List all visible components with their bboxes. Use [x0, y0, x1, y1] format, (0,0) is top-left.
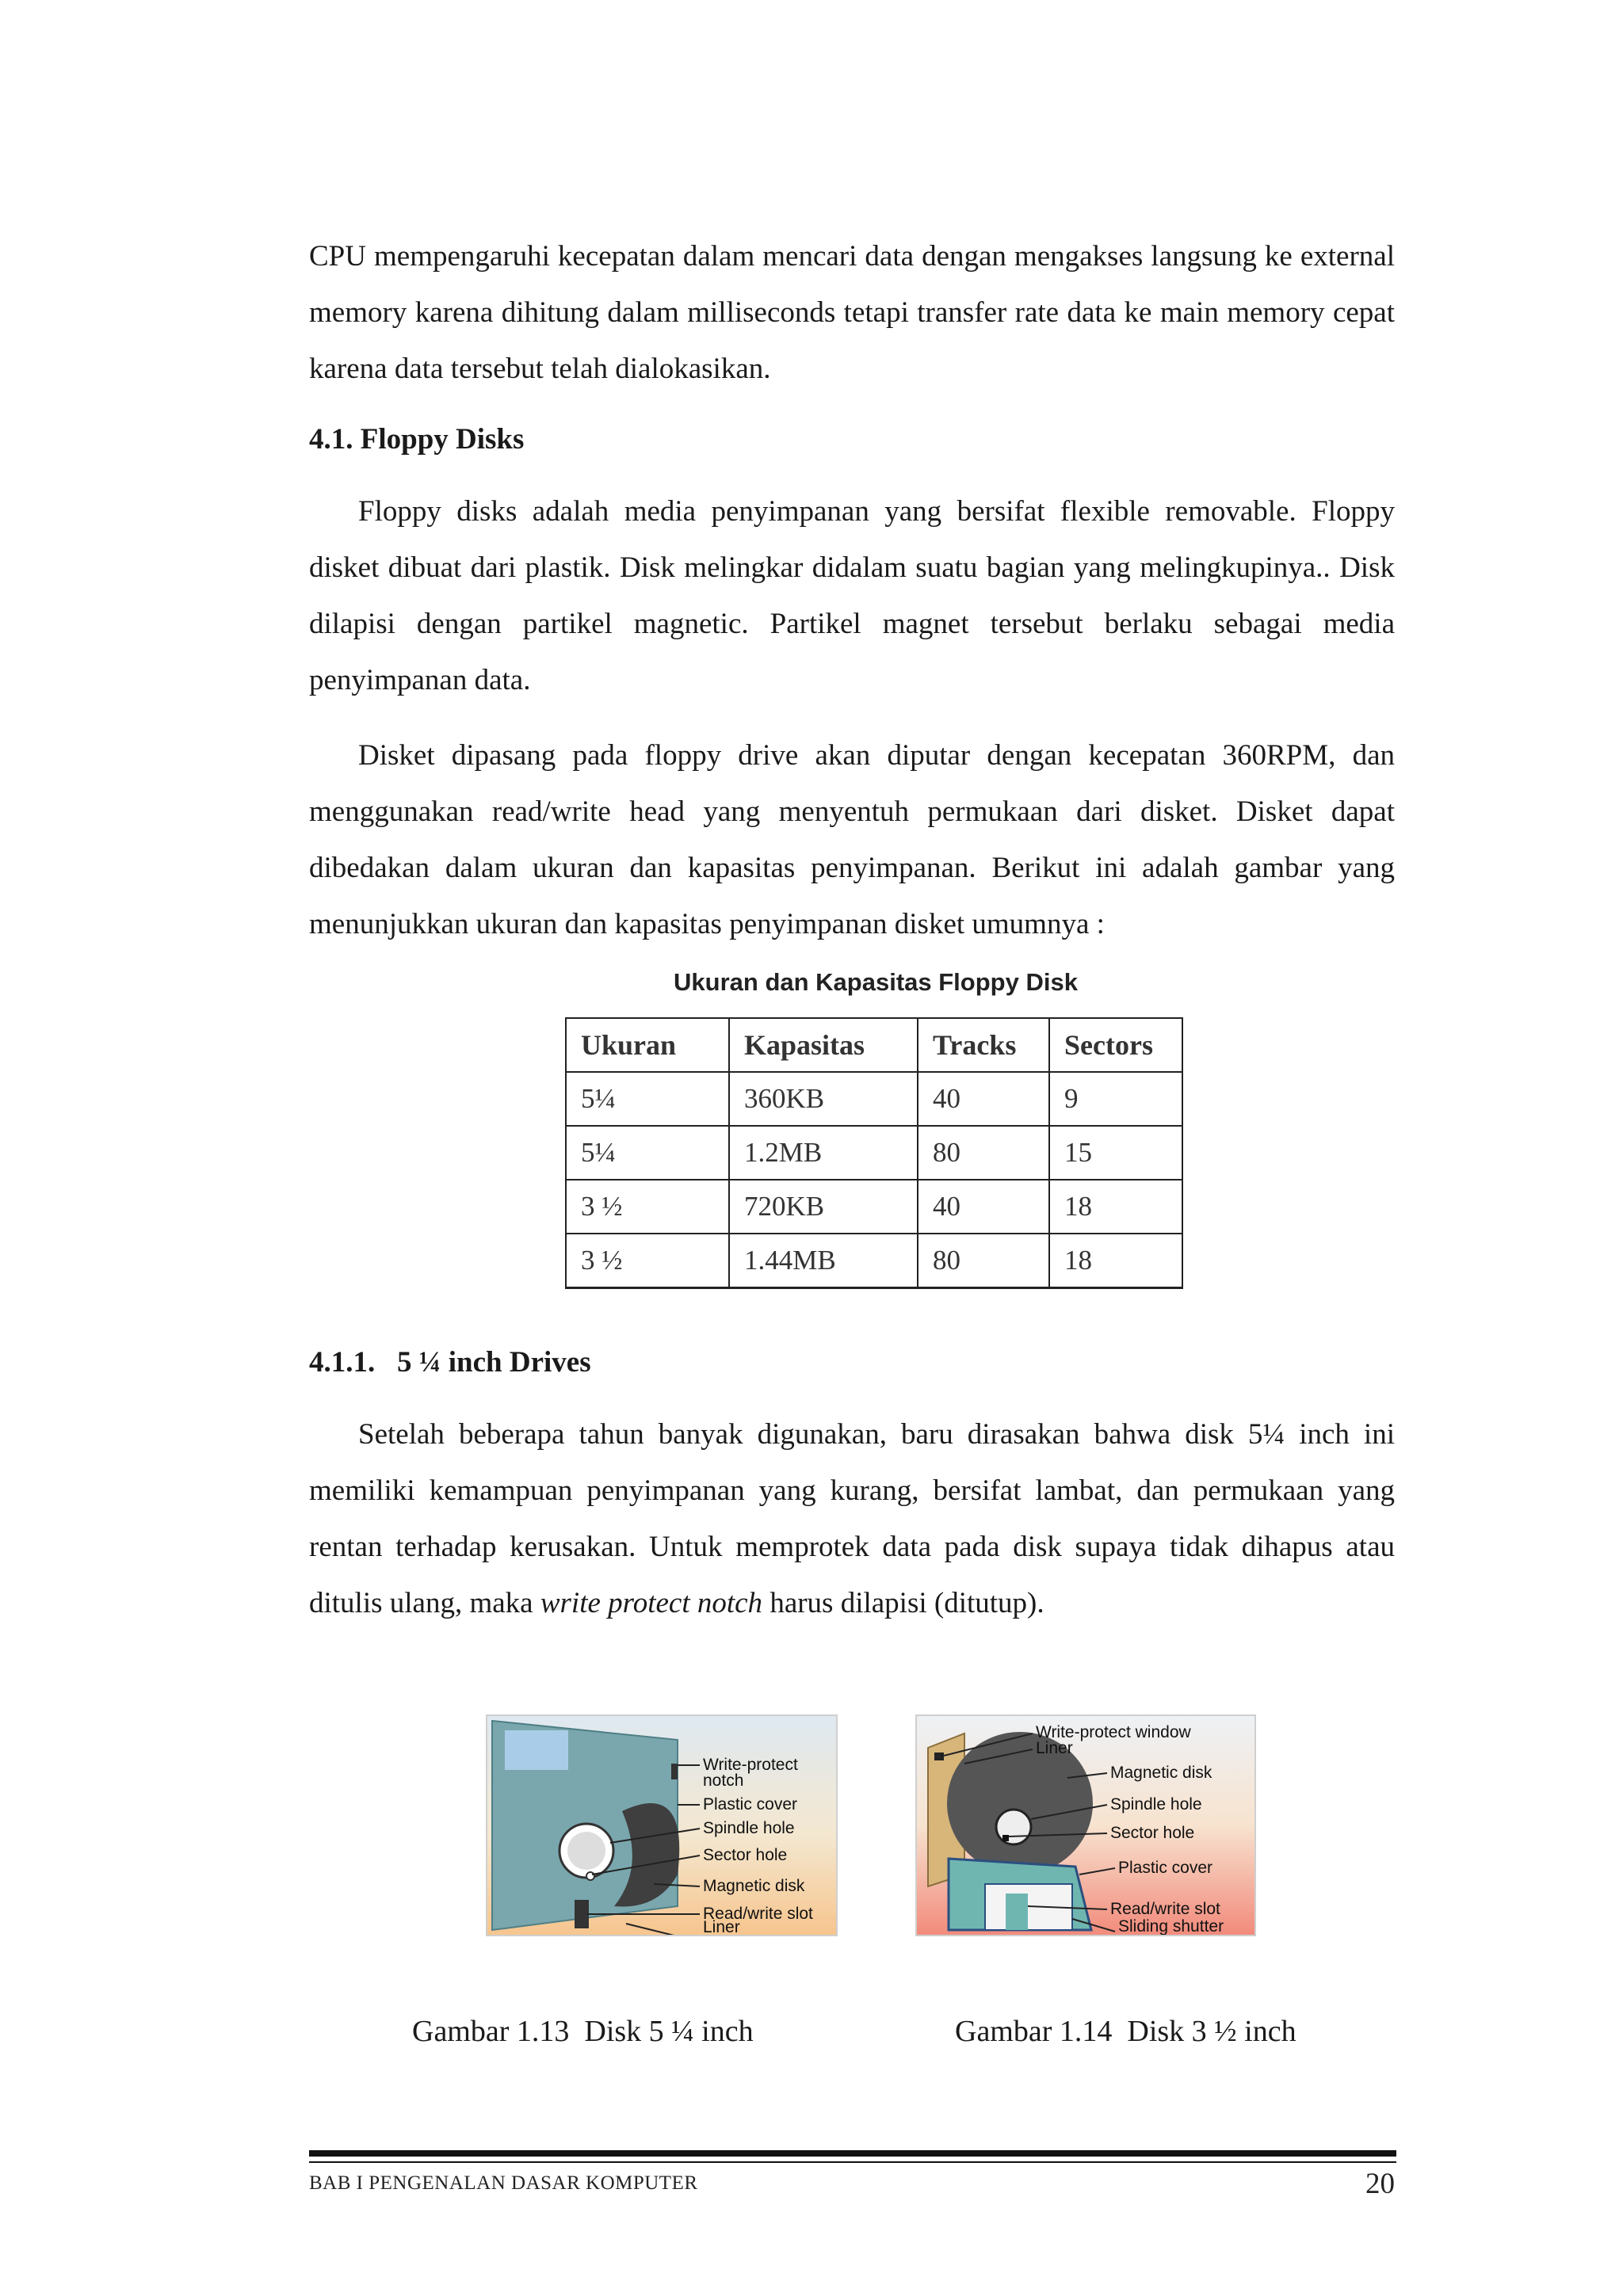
table-cell: 18: [1049, 1180, 1182, 1234]
table-cell: 40: [918, 1180, 1049, 1234]
label-notch: notch: [703, 1772, 744, 1790]
section-heading-525-drives: 4.1.1. 5 ¼ inch Drives: [309, 1346, 591, 1379]
table-cell: 15: [1049, 1126, 1182, 1180]
section-heading-floppy-disks: 4.1. Floppy Disks: [309, 423, 525, 456]
read-write-slot-shape: [575, 1900, 589, 1928]
read-write-slot-shape: [1006, 1894, 1028, 1930]
floppy-text-1: Floppy disks adalah media penyimpanan yang bersifat flexible removable. Floppy disket dibuat dari plastik. Disk melingkar didalam suatu bagian yang melingkupinya.. Disk dilapisi dengan partikel magnetic. Partikel magnet tersebut berlaku sebagai media penyimpanan data.: [309, 495, 1395, 696]
floppy-paragraph-2: [309, 727, 1395, 952]
disk-525-illustration: [487, 1716, 836, 1935]
table-header-row: [566, 1018, 1182, 1072]
spindle-inner-shape: [567, 1832, 605, 1870]
label-sliding-shutter: Sliding shutter: [1118, 1917, 1224, 1935]
table-title: Ukuran dan Kapasitas Floppy Disk: [674, 968, 1078, 996]
table-row: [566, 1072, 1182, 1126]
table-header-cell: Kapasitas: [729, 1018, 918, 1072]
table-cell: 40: [918, 1072, 1049, 1126]
table-cell: 5¼: [566, 1072, 729, 1126]
label-magnetic-disk: Magnetic disk: [703, 1877, 805, 1895]
label-read-write-slot: Read/write slot: [703, 1905, 813, 1923]
intro-text: CPU mempengaruhi kecepatan dalam mencari data dengan mengakses langsung ke external memory karena dihitung dalam milliseconds tetapi transfer rate data ke main memory cepat karena data tersebut telah dialokasikan.: [309, 240, 1395, 385]
label-spindle-hole: Spindle hole: [1110, 1795, 1202, 1814]
label-write-protect-window: Write-protect window: [1036, 1723, 1191, 1741]
table-cell: 5¼: [566, 1126, 729, 1180]
table-row: [566, 1126, 1182, 1180]
figure-disk-35: [915, 1714, 1256, 1936]
label-area-shape: [505, 1730, 568, 1770]
table-cell: 360KB: [729, 1072, 918, 1126]
caption-figure-1-13: Gambar 1.13 Disk 5 ¼ inch: [412, 2015, 754, 2048]
label-write-protect: Write-protect: [703, 1756, 798, 1774]
floppy-text-2: Disket dipasang pada floppy drive akan diputar dengan kecepatan 360RPM, dan menggunakan read/write head yang menyentuh permukaan dari disket. Disket dapat dibedakan dalam ukuran dan kapasitas penyimpanan. Berikut ini adalah gambar yang menunjukkan ukuran dan kapasitas penyimpanan disket umumnya :: [309, 739, 1395, 940]
intro-paragraph: [309, 228, 1395, 397]
sector-hole-shape: [1002, 1835, 1009, 1841]
table-cell: 80: [918, 1126, 1049, 1180]
figure-disk-525: [486, 1714, 838, 1936]
label-plastic-cover: Plastic cover: [1118, 1859, 1213, 1877]
label-liner: Liner: [1036, 1739, 1073, 1757]
table-cell: 1.2MB: [729, 1126, 918, 1180]
floppy-capacity-table: [565, 1017, 1183, 1289]
label-read-write-slot: Read/write slot: [1110, 1900, 1220, 1918]
label-magnetic-disk: Magnetic disk: [1110, 1764, 1212, 1782]
disk-35-illustration: [917, 1716, 1254, 1935]
label-sector-hole: Sector hole: [703, 1846, 788, 1864]
table-header-cell: Tracks: [918, 1018, 1049, 1072]
write-protect-notch-shape: [671, 1764, 678, 1779]
table-cell: 3 ½: [566, 1180, 729, 1234]
page-number: 20: [1365, 2168, 1395, 2200]
table-header-cell: Ukuran: [566, 1018, 729, 1072]
label-liner: Liner: [703, 1918, 740, 1935]
drives-text: [309, 1406, 1395, 1631]
write-protect-window-shape: [934, 1753, 944, 1760]
table-cell: 3 ½: [566, 1234, 729, 1288]
table-row: [566, 1180, 1182, 1234]
table-row: [566, 1234, 1182, 1288]
drives-text-part-2: harus dilapisi (ditutup).: [762, 1587, 1044, 1619]
sector-hole-shape: [586, 1872, 594, 1880]
table-cell: 9: [1049, 1072, 1182, 1126]
table-header-cell: Sectors: [1049, 1018, 1182, 1072]
label-spindle-hole: Spindle hole: [703, 1819, 795, 1837]
caption-figure-1-14: Gambar 1.14 Disk 3 ½ inch: [955, 2015, 1296, 2048]
floppy-paragraph-1: [309, 483, 1395, 708]
table-cell: 1.44MB: [729, 1234, 918, 1288]
footer-chapter-title: BAB I PENGENALAN DASAR KOMPUTER: [309, 2172, 698, 2194]
table-cell: 720KB: [729, 1180, 918, 1234]
table-cell: 80: [918, 1234, 1049, 1288]
drives-text-italic: write protect notch: [540, 1587, 763, 1619]
label-sector-hole: Sector hole: [1110, 1824, 1195, 1842]
table-cell: 18: [1049, 1234, 1182, 1288]
spindle-hole-shape: [996, 1810, 1031, 1844]
footer-rule: [309, 2150, 1396, 2157]
footer-rule-thin: [309, 2161, 1396, 2163]
drives-paragraph: [309, 1406, 1395, 1631]
label-plastic-cover: Plastic cover: [703, 1795, 798, 1814]
drives-text-part-1: Setelah beberapa tahun banyak digunakan, baru dirasakan bahwa disk 5¼ inch ini memiliki kemampuan penyimpanan yang kurang, bersifat lambat, dan permukaan yang rentan terhadap kerusakan. Untuk memprotek data pada disk supaya tidak dihapus atau ditulis ulang, maka: [309, 1418, 1395, 1619]
